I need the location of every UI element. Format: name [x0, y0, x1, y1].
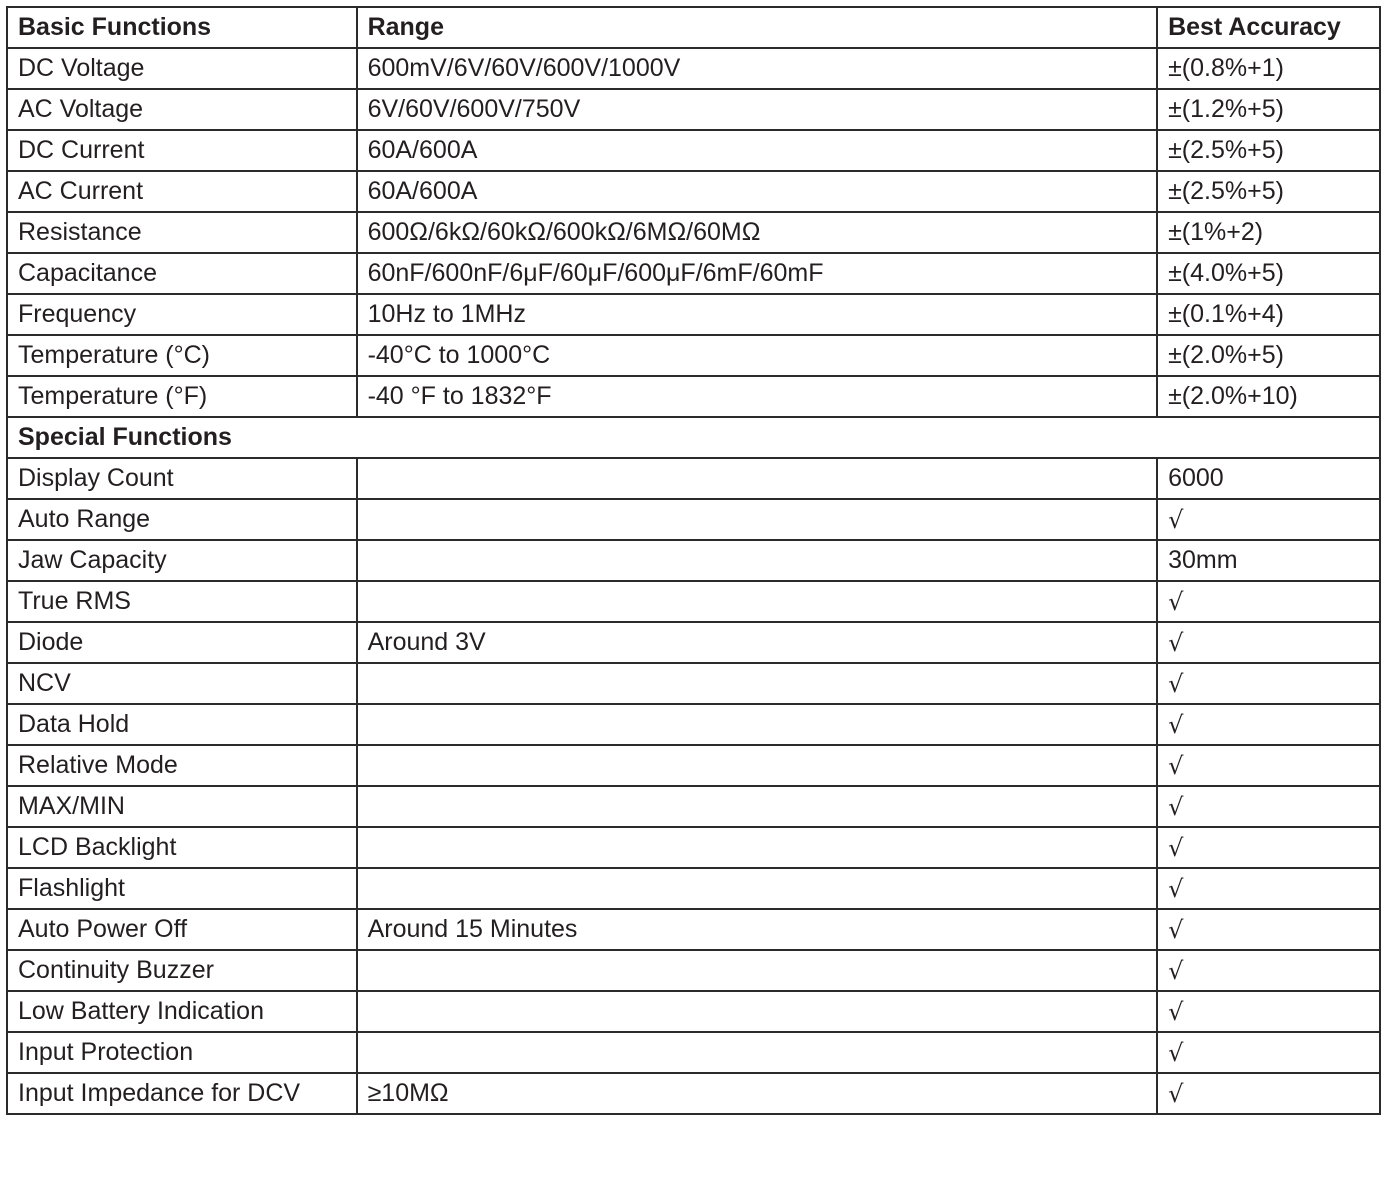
special-function-row: [7, 622, 1380, 663]
checkmark-icon: √: [1157, 499, 1380, 540]
function-cell: Capacitance: [7, 253, 357, 294]
checkmark-icon: √: [1157, 827, 1380, 868]
special-function-row: [7, 909, 1380, 950]
special-functions-header-body: [7, 417, 1380, 458]
accuracy-cell: ±(0.1%+4): [1157, 294, 1380, 335]
special-function-row: [7, 745, 1380, 786]
range-cell: [357, 827, 1157, 868]
range-cell: 60A/600A: [357, 130, 1157, 171]
basic-function-row: [7, 335, 1380, 376]
accuracy-cell: ±(0.8%+1): [1157, 48, 1380, 89]
range-cell: ≥10MΩ: [357, 1073, 1157, 1114]
header-best-accuracy: Best Accuracy: [1157, 7, 1380, 48]
function-cell: Relative Mode: [7, 745, 357, 786]
basic-function-row: [7, 48, 1380, 89]
basic-function-row: [7, 130, 1380, 171]
function-cell: Temperature (°F): [7, 376, 357, 417]
range-cell: [357, 991, 1157, 1032]
range-cell: [357, 581, 1157, 622]
function-cell: Diode: [7, 622, 357, 663]
basic-function-row: [7, 253, 1380, 294]
function-cell: Auto Power Off: [7, 909, 357, 950]
function-cell: Low Battery Indication: [7, 991, 357, 1032]
function-cell: Auto Range: [7, 499, 357, 540]
basic-function-row: [7, 212, 1380, 253]
range-cell: 600Ω/6kΩ/60kΩ/600kΩ/6MΩ/60MΩ: [357, 212, 1157, 253]
checkmark-icon: √: [1157, 868, 1380, 909]
range-cell: Around 15 Minutes: [357, 909, 1157, 950]
function-cell: AC Current: [7, 171, 357, 212]
header-basic-functions: Basic Functions: [7, 7, 357, 48]
special-functions-body: [7, 458, 1380, 1114]
function-cell: Temperature (°C): [7, 335, 357, 376]
special-function-row: [7, 991, 1380, 1032]
accuracy-cell: ±(2.5%+5): [1157, 130, 1380, 171]
basic-functions-body: [7, 48, 1380, 417]
special-function-row: [7, 704, 1380, 745]
checkmark-icon: √: [1157, 704, 1380, 745]
range-cell: [357, 786, 1157, 827]
special-function-row: [7, 458, 1380, 499]
function-cell: DC Current: [7, 130, 357, 171]
special-function-row: [7, 868, 1380, 909]
range-cell: [357, 540, 1157, 581]
accuracy-cell: ±(1.2%+5): [1157, 89, 1380, 130]
special-function-row: [7, 1032, 1380, 1073]
range-cell: [357, 1032, 1157, 1073]
function-cell: Flashlight: [7, 868, 357, 909]
range-cell: 6V/60V/600V/750V: [357, 89, 1157, 130]
accuracy-cell: ±(2.5%+5): [1157, 171, 1380, 212]
range-cell: [357, 745, 1157, 786]
function-cell: Input Protection: [7, 1032, 357, 1073]
range-cell: 60nF/600nF/6μF/60μF/600μF/6mF/60mF: [357, 253, 1157, 294]
range-cell: [357, 499, 1157, 540]
special-function-row: [7, 1073, 1380, 1114]
function-cell: AC Voltage: [7, 89, 357, 130]
basic-function-row: [7, 171, 1380, 212]
special-function-row: [7, 827, 1380, 868]
checkmark-icon: √: [1157, 745, 1380, 786]
function-cell: Resistance: [7, 212, 357, 253]
checkmark-icon: √: [1157, 950, 1380, 991]
special-function-row: [7, 540, 1380, 581]
function-cell: DC Voltage: [7, 48, 357, 89]
basic-function-row: [7, 294, 1380, 335]
header-range: Range: [357, 7, 1157, 48]
function-cell: True RMS: [7, 581, 357, 622]
header-special-functions: Special Functions: [7, 417, 1380, 458]
range-cell: 60A/600A: [357, 171, 1157, 212]
function-cell: Jaw Capacity: [7, 540, 357, 581]
basic-functions-header-row: [7, 7, 1380, 48]
basic-function-row: [7, 376, 1380, 417]
range-cell: -40 °F to 1832°F: [357, 376, 1157, 417]
checkmark-icon: √: [1157, 1032, 1380, 1073]
range-cell: -40°C to 1000°C: [357, 335, 1157, 376]
range-cell: Around 3V: [357, 622, 1157, 663]
specifications-table: [6, 6, 1381, 1115]
range-cell: [357, 663, 1157, 704]
accuracy-cell: ±(2.0%+5): [1157, 335, 1380, 376]
special-function-row: [7, 786, 1380, 827]
checkmark-icon: √: [1157, 909, 1380, 950]
special-function-row: [7, 581, 1380, 622]
range-cell: [357, 950, 1157, 991]
checkmark-icon: √: [1157, 991, 1380, 1032]
checkmark-icon: √: [1157, 786, 1380, 827]
function-cell: Data Hold: [7, 704, 357, 745]
range-cell: [357, 458, 1157, 499]
accuracy-cell: ±(4.0%+5): [1157, 253, 1380, 294]
special-function-row: [7, 950, 1380, 991]
special-function-row: [7, 499, 1380, 540]
range-cell: 600mV/6V/60V/600V/1000V: [357, 48, 1157, 89]
accuracy-cell: ±(2.0%+10): [1157, 376, 1380, 417]
accuracy-cell: ±(1%+2): [1157, 212, 1380, 253]
function-cell: Continuity Buzzer: [7, 950, 357, 991]
value-cell: 6000: [1157, 458, 1380, 499]
range-cell: 10Hz to 1MHz: [357, 294, 1157, 335]
function-cell: NCV: [7, 663, 357, 704]
range-cell: [357, 704, 1157, 745]
value-cell: 30mm: [1157, 540, 1380, 581]
checkmark-icon: √: [1157, 581, 1380, 622]
function-cell: Display Count: [7, 458, 357, 499]
checkmark-icon: √: [1157, 663, 1380, 704]
special-function-row: [7, 663, 1380, 704]
function-cell: Frequency: [7, 294, 357, 335]
function-cell: MAX/MIN: [7, 786, 357, 827]
checkmark-icon: √: [1157, 622, 1380, 663]
function-cell: LCD Backlight: [7, 827, 357, 868]
checkmark-icon: √: [1157, 1073, 1380, 1114]
function-cell: Input Impedance for DCV: [7, 1073, 357, 1114]
basic-function-row: [7, 89, 1380, 130]
range-cell: [357, 868, 1157, 909]
special-functions-header-row: [7, 417, 1380, 458]
